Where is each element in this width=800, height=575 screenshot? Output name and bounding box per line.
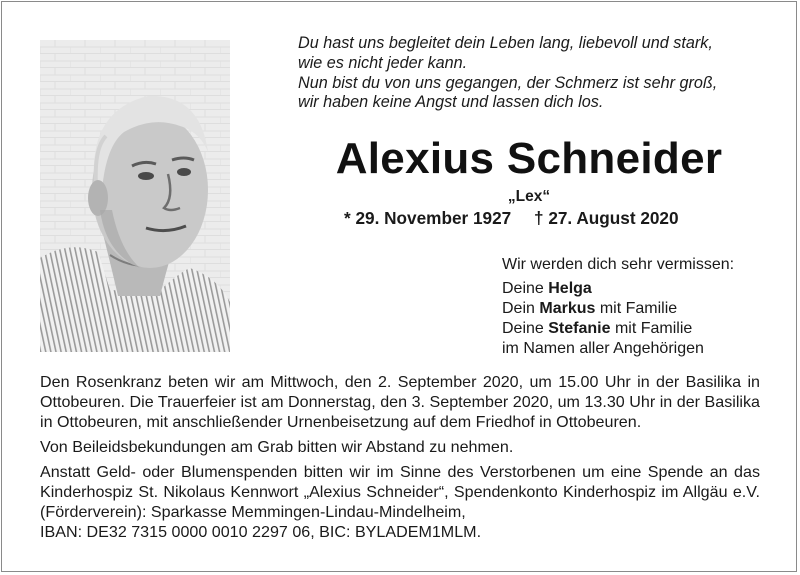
- rosary-funeral-notice: Den Rosenkranz beten wir am Mittwoch, den 2. September 2020, um 15.00 Uhr in der Basilika in Ottobeuren. Die Trauerfeier ist am Donnerstag, den 3. September 2020, um 13.30 Uhr in der Basilika in Ottobeuren, mit anschließender Urnenbeisetzung auf dem Friedhof in Ottobeuren.: [40, 373, 760, 431]
- notice-body: [40, 372, 760, 547]
- family-member: Dein Markus mit Familie: [502, 300, 678, 317]
- condolence-notice: Von Beileidsbekundungen am Grab bitten wir Abstand zu nehmen.: [40, 438, 514, 456]
- poem-line: Nun bist du von uns gegangen, der Schmerz ist sehr groß,: [298, 73, 718, 92]
- poem-line: Du hast uns begleitet dein Leben lang, liebevoll und stark,: [298, 34, 713, 52]
- family-closing: im Namen aller Angehörigen: [502, 340, 704, 357]
- family-signature: [502, 255, 792, 359]
- portrait-photo-icon: [40, 40, 230, 352]
- life-dates: [344, 207, 679, 229]
- family-intro: Wir werden dich sehr vermissen:: [502, 256, 735, 273]
- poem: [298, 34, 768, 113]
- family-member: Deine Helga: [502, 280, 592, 297]
- deceased-name: Alexius Schneider: [335, 134, 723, 183]
- poem-line: wie es nicht jeder kann.: [298, 53, 468, 72]
- bank-details: IBAN: DE32 7315 0000 0010 2297 06, BIC: BYLADEM1MLM.: [40, 523, 482, 541]
- family-member-name: Markus: [539, 300, 596, 317]
- family-member-name: Helga: [548, 280, 592, 297]
- deceased-nickname: „Lex“: [507, 188, 551, 205]
- portrait-photo: [40, 40, 230, 352]
- poem-line: wir haben keine Angst und lassen dich los.: [298, 93, 604, 112]
- birth-date: * 29. November 1927: [344, 208, 512, 228]
- donation-notice: Anstatt Geld- oder Blumenspenden bitten wir im Sinne des Verstorbenen um eine Spende an das Kinderhospiz St. Nikolaus Kennwort „Alexius Schneider“, Spendenkonto Kinderhospiz im Allgäu e.V. (Förderverein): Sparkasse Memmingen-Lindau-Mindelheim,: [40, 463, 760, 521]
- family-member: Deine Stefanie mit Familie: [502, 320, 693, 337]
- funeral-time: 13.30 Uhr: [584, 393, 656, 411]
- family-member-name: Stefanie: [548, 320, 611, 337]
- rosary-time: 15.00 Uhr: [558, 373, 631, 391]
- death-date: † 27. August 2020: [533, 208, 679, 228]
